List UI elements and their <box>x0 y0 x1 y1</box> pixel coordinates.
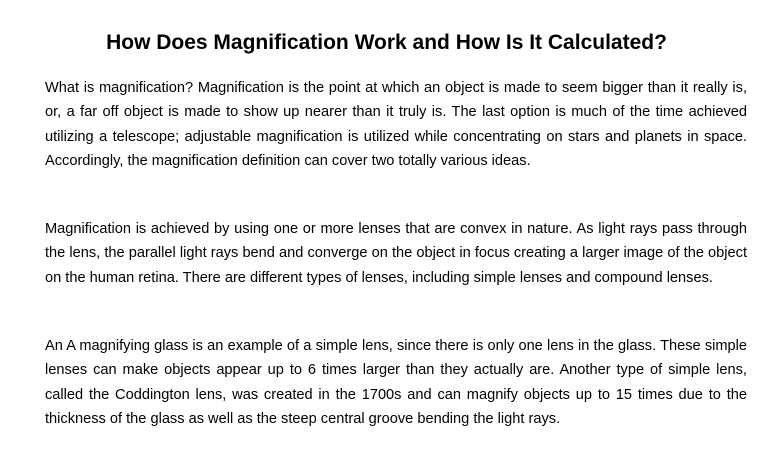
paragraph-how-magnification-achieved: Magnification is achieved by using one or more lenses that are convex in nature. As light rays pass through the lens, the parallel light rays bend and converge on the object in focus creating a larger image of the object on the human retina. There are different types of lenses, including simple lenses and compound lenses. <box>45 221 747 286</box>
paragraph-simple-lens: An A magnifying glass is an example of a simple lens, since there is only one lens in the glass. These simple lenses can make objects appear up to 6 times larger than they actually are. Another type of simple lens, called the Coddington lens, was created in the 1700s and can magnify objects up to 15 times due to the thickness of the glass as well as the steep central groove bending the light rays. <box>45 338 747 428</box>
paragraph-what-is-magnification: What is magnification? Magnification is the point at which an object is made to seem bigger than it really is, or, a far off object is made to show up nearer than it truly is. The last option is much of the time achieved utilizing a telescope; adjustable magnification is utilized while concentrating on stars and planets in space. Accordingly, the magnification definition can cover two totally various ideas. <box>45 80 747 170</box>
document-title: How Does Magnification Work and How Is It Calculated? <box>106 31 667 54</box>
